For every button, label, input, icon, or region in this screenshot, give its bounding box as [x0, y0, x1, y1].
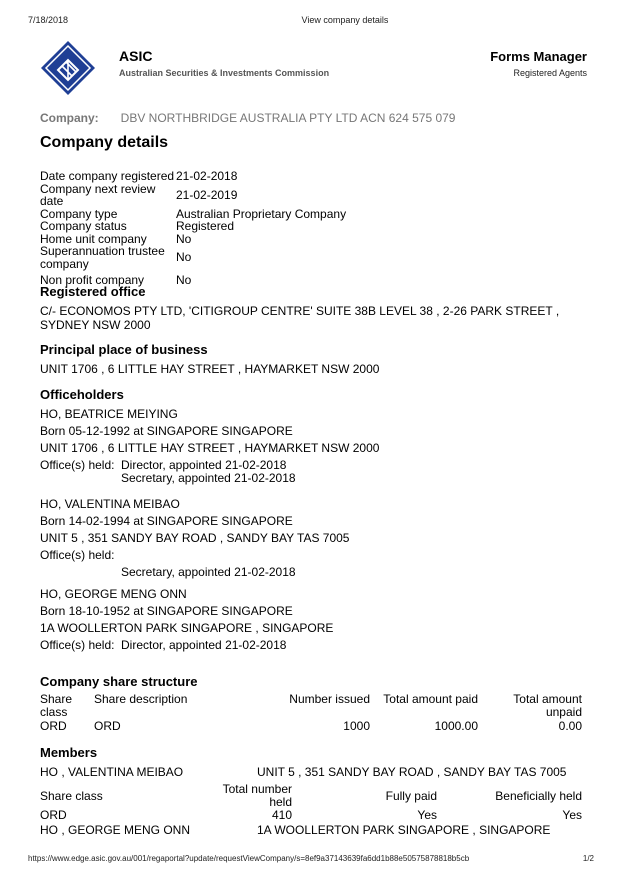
column-header: Share class [40, 692, 73, 719]
table-cell: ORD [94, 719, 121, 733]
principal-place-heading: Principal place of business [40, 342, 208, 357]
brand-name: ASIC [119, 48, 153, 64]
asic-logo-icon [40, 40, 96, 96]
offices-held-label: Office(s) held: [40, 548, 115, 562]
member-name: HO , GEORGE MENG ONN [40, 823, 191, 837]
column-header: Share class [40, 788, 103, 803]
member-holdings-table [40, 783, 582, 822]
table-cell: Yes [417, 808, 437, 822]
detail-label: Home unit company [40, 231, 147, 246]
officeholder-address: 1A WOOLLERTON PARK SINGAPORE , SINGAPORE [40, 621, 334, 635]
member-address: 1A WOOLLERTON PARK SINGAPORE , SINGAPORE [257, 823, 551, 837]
print-url[interactable]: https://www.edge.asic.gov.au/001/regaportal?update/requestViewCompany/s=8ef9a37143639fa6dd1b88e50575878818b5cb [28, 854, 470, 863]
brand-full-name: Australian Securities & Investments Commission [119, 68, 330, 78]
detail-value: No [176, 273, 192, 287]
column-header: Total number held [222, 782, 292, 809]
detail-label: Company status [40, 219, 127, 233]
forms-manager-title: Forms Manager [490, 49, 587, 64]
detail-value: No [176, 231, 192, 246]
table-row [40, 245, 346, 270]
column-header: Fully paid [385, 788, 437, 803]
member-address: UNIT 5 , 351 SANDY BAY ROAD , SANDY BAY TAS 7005 [257, 765, 567, 779]
company-line [40, 111, 455, 125]
detail-value: No [176, 250, 192, 265]
column-header: Number issued [289, 692, 370, 706]
column-header: Total amount paid [383, 692, 478, 706]
office-entry: Director, appointed 21-02-2018 [121, 638, 287, 652]
detail-label: Company type [40, 206, 118, 221]
office-entry: Director, appointed 21-02-2018 [121, 458, 287, 472]
members-heading: Members [40, 745, 98, 760]
member-name: HO , VALENTINA MEIBAO [40, 765, 184, 779]
officeholder-offices [40, 459, 296, 485]
page-number: 1/2 [582, 854, 594, 863]
company-details-table [40, 170, 346, 287]
table-row [40, 809, 582, 822]
officeholder-name: HO, BEATRICE MEIYING [40, 407, 178, 421]
company-value: DBV NORTHBRIDGE AUSTRALIA PTY LTD ACN 624 575 079 [120, 111, 456, 125]
principal-place-address: UNIT 1706 , 6 LITTLE HAY STREET , HAYMARKET NSW 2000 [40, 362, 380, 376]
company-label: Company: [40, 111, 99, 125]
officeholder-offices [40, 549, 296, 579]
column-header: Share description [94, 692, 188, 706]
officeholder-address: UNIT 1706 , 6 LITTLE HAY STREET , HAYMARKET NSW 2000 [40, 441, 380, 455]
office-entry: Secretary, appointed 21-02-2018 [121, 471, 296, 485]
officeholder-born: Born 18-10-1952 at SINGAPORE SINGAPORE [40, 604, 293, 618]
column-header: Total amount unpaid [513, 692, 582, 719]
detail-value: Australian Proprietary Company [176, 206, 347, 221]
detail-label: Date company registered [40, 169, 175, 183]
table-cell: 1000.00 [434, 719, 478, 733]
print-title: View company details [301, 15, 389, 25]
officeholder-name: HO, VALENTINA MEIBAO [40, 497, 180, 511]
detail-label: Non profit company [40, 273, 145, 287]
share-structure-heading: Company share structure [40, 674, 198, 689]
table-cell: ORD [40, 808, 67, 822]
table-row [40, 183, 346, 208]
registered-office-address: C/- ECONOMOS PTY LTD, 'CITIGROUP CENTRE' SUITE 38B LEVEL 38 , 2-26 PARK STREET , SYDNEY NSW 2000 [40, 304, 560, 332]
officeholder-born: Born 14-02-1994 at SINGAPORE SINGAPORE [40, 514, 293, 528]
officeholder-born: Born 05-12-1992 at SINGAPORE SINGAPORE [40, 424, 293, 438]
company-details-heading: Company details [40, 134, 169, 151]
detail-label: Superannuation trustee company [40, 244, 165, 271]
table-cell: 410 [271, 808, 292, 822]
table-cell: Yes [562, 808, 582, 822]
print-date: 7/18/2018 [28, 15, 69, 25]
office-entry: Secretary, appointed 21-02-2018 [121, 565, 296, 579]
officeholders-heading: Officeholders [40, 387, 124, 402]
offices-held-label: Office(s) held: [40, 638, 115, 652]
table-header-row [40, 783, 582, 809]
detail-value: 21-02-2018 [176, 169, 238, 183]
detail-value: 21-02-2019 [176, 187, 238, 202]
officeholder-offices [40, 639, 286, 652]
officeholder-address: UNIT 5 , 351 SANDY BAY ROAD , SANDY BAY TAS 7005 [40, 531, 350, 545]
table-cell: ORD [40, 719, 67, 733]
registered-office-heading: Registered office [40, 284, 146, 299]
table-cell: 1000 [343, 719, 370, 733]
table-row [40, 220, 346, 233]
detail-label: Company next review date [40, 181, 156, 208]
column-header: Beneficially held [495, 788, 582, 803]
print-footer [28, 854, 594, 863]
table-header-row [40, 693, 582, 719]
table-row [40, 719, 582, 733]
forms-manager-subtitle: Registered Agents [513, 68, 587, 78]
officeholder-name: HO, GEORGE MENG ONN [40, 587, 187, 601]
detail-value: Registered [176, 219, 235, 233]
table-cell: 0.00 [558, 719, 582, 733]
share-structure-table [40, 693, 582, 733]
table-row [40, 170, 346, 183]
offices-held-label: Office(s) held: [40, 458, 115, 472]
